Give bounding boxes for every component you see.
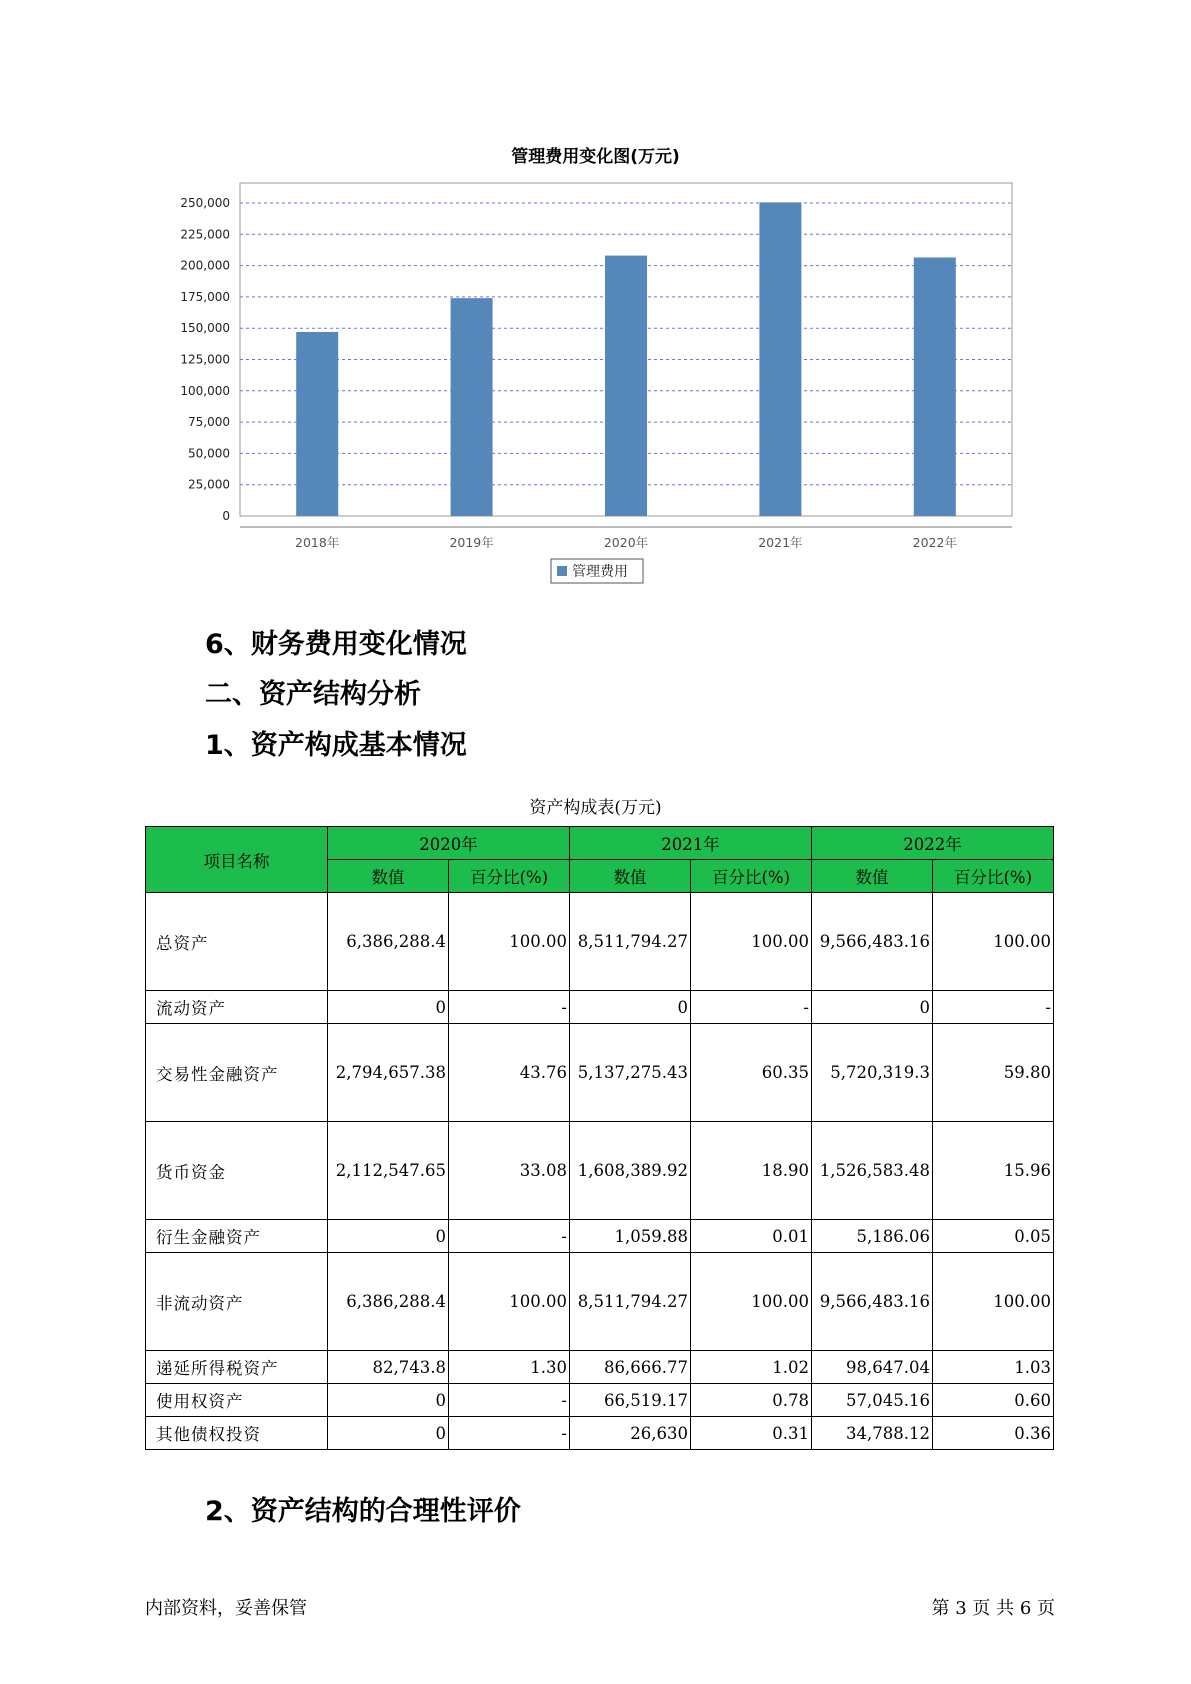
- value-cell: 26,630: [570, 1417, 691, 1450]
- value-cell: 86,666.77: [570, 1351, 691, 1384]
- header-value: 数值: [328, 860, 449, 893]
- percent-cell: 100.00: [691, 893, 812, 991]
- header-percent: 百分比(%): [691, 860, 812, 893]
- table-row: [146, 1253, 1054, 1351]
- value-cell: 9,566,483.16: [812, 1253, 933, 1351]
- section-heading-asset-structure: 二、资产结构分析: [205, 679, 421, 710]
- y-tick-label: 175,000: [180, 289, 230, 304]
- row-label: 递延所得税资产: [146, 1351, 328, 1384]
- value-cell: 6,386,288.4: [328, 1253, 449, 1351]
- header-year-2022: 2022年: [812, 827, 1054, 860]
- percent-cell: 43.76: [449, 1024, 570, 1122]
- x-tick-label: 2018年: [295, 535, 340, 550]
- value-cell: 0: [328, 991, 449, 1024]
- percent-cell: 0.78: [691, 1384, 812, 1417]
- percent-cell: 0.05: [933, 1220, 1054, 1253]
- value-cell: 5,137,275.43: [570, 1024, 691, 1122]
- y-tick-label: 225,000: [180, 227, 230, 242]
- value-cell: 1,526,583.48: [812, 1122, 933, 1220]
- value-cell: 0: [328, 1220, 449, 1253]
- y-tick-label: 125,000: [180, 352, 230, 367]
- percent-cell: 100.00: [933, 893, 1054, 991]
- footer-page-number: 第 3 页 共 6 页: [931, 1598, 1055, 1619]
- percent-cell: 33.08: [449, 1122, 570, 1220]
- header-percent: 百分比(%): [933, 860, 1054, 893]
- value-cell: 6,386,288.4: [328, 893, 449, 991]
- percent-cell: 100.00: [449, 893, 570, 991]
- value-cell: 5,186.06: [812, 1220, 933, 1253]
- header-value: 数值: [812, 860, 933, 893]
- y-tick-label: 25,000: [188, 477, 230, 492]
- percent-cell: 60.35: [691, 1024, 812, 1122]
- header-year-2020: 2020年: [328, 827, 570, 860]
- row-label: 货币资金: [146, 1122, 328, 1220]
- legend-swatch: [557, 566, 567, 576]
- section-heading-financial-expense: 6、财务费用变化情况: [205, 629, 467, 660]
- value-cell: 2,794,657.38: [328, 1024, 449, 1122]
- percent-cell: 1.30: [449, 1351, 570, 1384]
- table-row: [146, 1122, 1054, 1220]
- row-label: 其他债权投资: [146, 1417, 328, 1450]
- y-tick-label: 150,000: [180, 321, 230, 336]
- bar-chart: [0, 0, 1191, 600]
- y-tick-label: 250,000: [180, 196, 230, 210]
- percent-cell: -: [933, 991, 1054, 1024]
- value-cell: 5,720,319.3: [812, 1024, 933, 1122]
- value-cell: 0: [570, 991, 691, 1024]
- row-label: 使用权资产: [146, 1384, 328, 1417]
- row-label: 衍生金融资产: [146, 1220, 328, 1253]
- bar: [451, 298, 493, 516]
- table-row: [146, 991, 1054, 1024]
- percent-cell: -: [449, 991, 570, 1024]
- value-cell: 0: [812, 991, 933, 1024]
- x-tick-label: 2019年: [449, 535, 494, 550]
- footer-confidential: 内部资料，妥善保管: [145, 1598, 307, 1619]
- percent-cell: 59.80: [933, 1024, 1054, 1122]
- y-tick-label: 50,000: [188, 446, 230, 461]
- percent-cell: -: [449, 1220, 570, 1253]
- percent-cell: 18.90: [691, 1122, 812, 1220]
- bar: [914, 257, 956, 516]
- value-cell: 34,788.12: [812, 1417, 933, 1450]
- y-tick-label: 100,000: [180, 383, 230, 398]
- percent-cell: 100.00: [933, 1253, 1054, 1351]
- percent-cell: 0.60: [933, 1384, 1054, 1417]
- percent-cell: 100.00: [449, 1253, 570, 1351]
- table-row: [146, 893, 1054, 991]
- percent-cell: 0.36: [933, 1417, 1054, 1450]
- value-cell: 57,045.16: [812, 1384, 933, 1417]
- value-cell: 8,511,794.27: [570, 1253, 691, 1351]
- bar: [605, 256, 647, 516]
- table-row: [146, 1351, 1054, 1384]
- percent-cell: 1.02: [691, 1351, 812, 1384]
- x-tick-label: 2022年: [912, 535, 957, 550]
- chart-title: 管理费用变化图(万元): [511, 147, 680, 167]
- bar: [296, 332, 338, 516]
- table-row: [146, 1024, 1054, 1122]
- value-cell: 2,112,547.65: [328, 1122, 449, 1220]
- value-cell: 0: [328, 1384, 449, 1417]
- y-tick-label: 75,000: [188, 415, 230, 430]
- table-caption: 资产构成表(万元): [529, 798, 662, 818]
- value-cell: 8,511,794.27: [570, 893, 691, 991]
- y-tick-label: 0: [222, 509, 230, 523]
- legend-label: 管理费用: [572, 564, 628, 580]
- value-cell: 82,743.8: [328, 1351, 449, 1384]
- header-percent: 百分比(%): [449, 860, 570, 893]
- x-tick-label: 2021年: [758, 535, 803, 550]
- header-item-name: 项目名称: [146, 827, 328, 893]
- row-label: 总资产: [146, 893, 328, 991]
- percent-cell: 100.00: [691, 1253, 812, 1351]
- row-label: 交易性金融资产: [146, 1024, 328, 1122]
- header-year-2021: 2021年: [570, 827, 812, 860]
- percent-cell: -: [449, 1417, 570, 1450]
- x-tick-label: 2020年: [603, 535, 649, 550]
- percent-cell: -: [449, 1384, 570, 1417]
- table-row: [146, 1220, 1054, 1253]
- value-cell: 98,647.04: [812, 1351, 933, 1384]
- header-value: 数值: [570, 860, 691, 893]
- asset-composition-table: [145, 826, 1054, 1450]
- value-cell: 1,059.88: [570, 1220, 691, 1253]
- table-row: [146, 1384, 1054, 1417]
- percent-cell: 15.96: [933, 1122, 1054, 1220]
- percent-cell: 1.03: [933, 1351, 1054, 1384]
- table-row: [146, 1417, 1054, 1450]
- value-cell: 66,519.17: [570, 1384, 691, 1417]
- section-heading-asset-composition: 1、资产构成基本情况: [205, 730, 467, 761]
- value-cell: 9,566,483.16: [812, 893, 933, 991]
- row-label: 流动资产: [146, 991, 328, 1024]
- percent-cell: 0.01: [691, 1220, 812, 1253]
- percent-cell: -: [691, 991, 812, 1024]
- y-tick-label: 200,000: [180, 258, 230, 273]
- bar: [759, 202, 801, 516]
- percent-cell: 0.31: [691, 1417, 812, 1450]
- row-label: 非流动资产: [146, 1253, 328, 1351]
- value-cell: 0: [328, 1417, 449, 1450]
- section-heading-asset-evaluation: 2、资产结构的合理性评价: [205, 1496, 521, 1527]
- value-cell: 1,608,389.92: [570, 1122, 691, 1220]
